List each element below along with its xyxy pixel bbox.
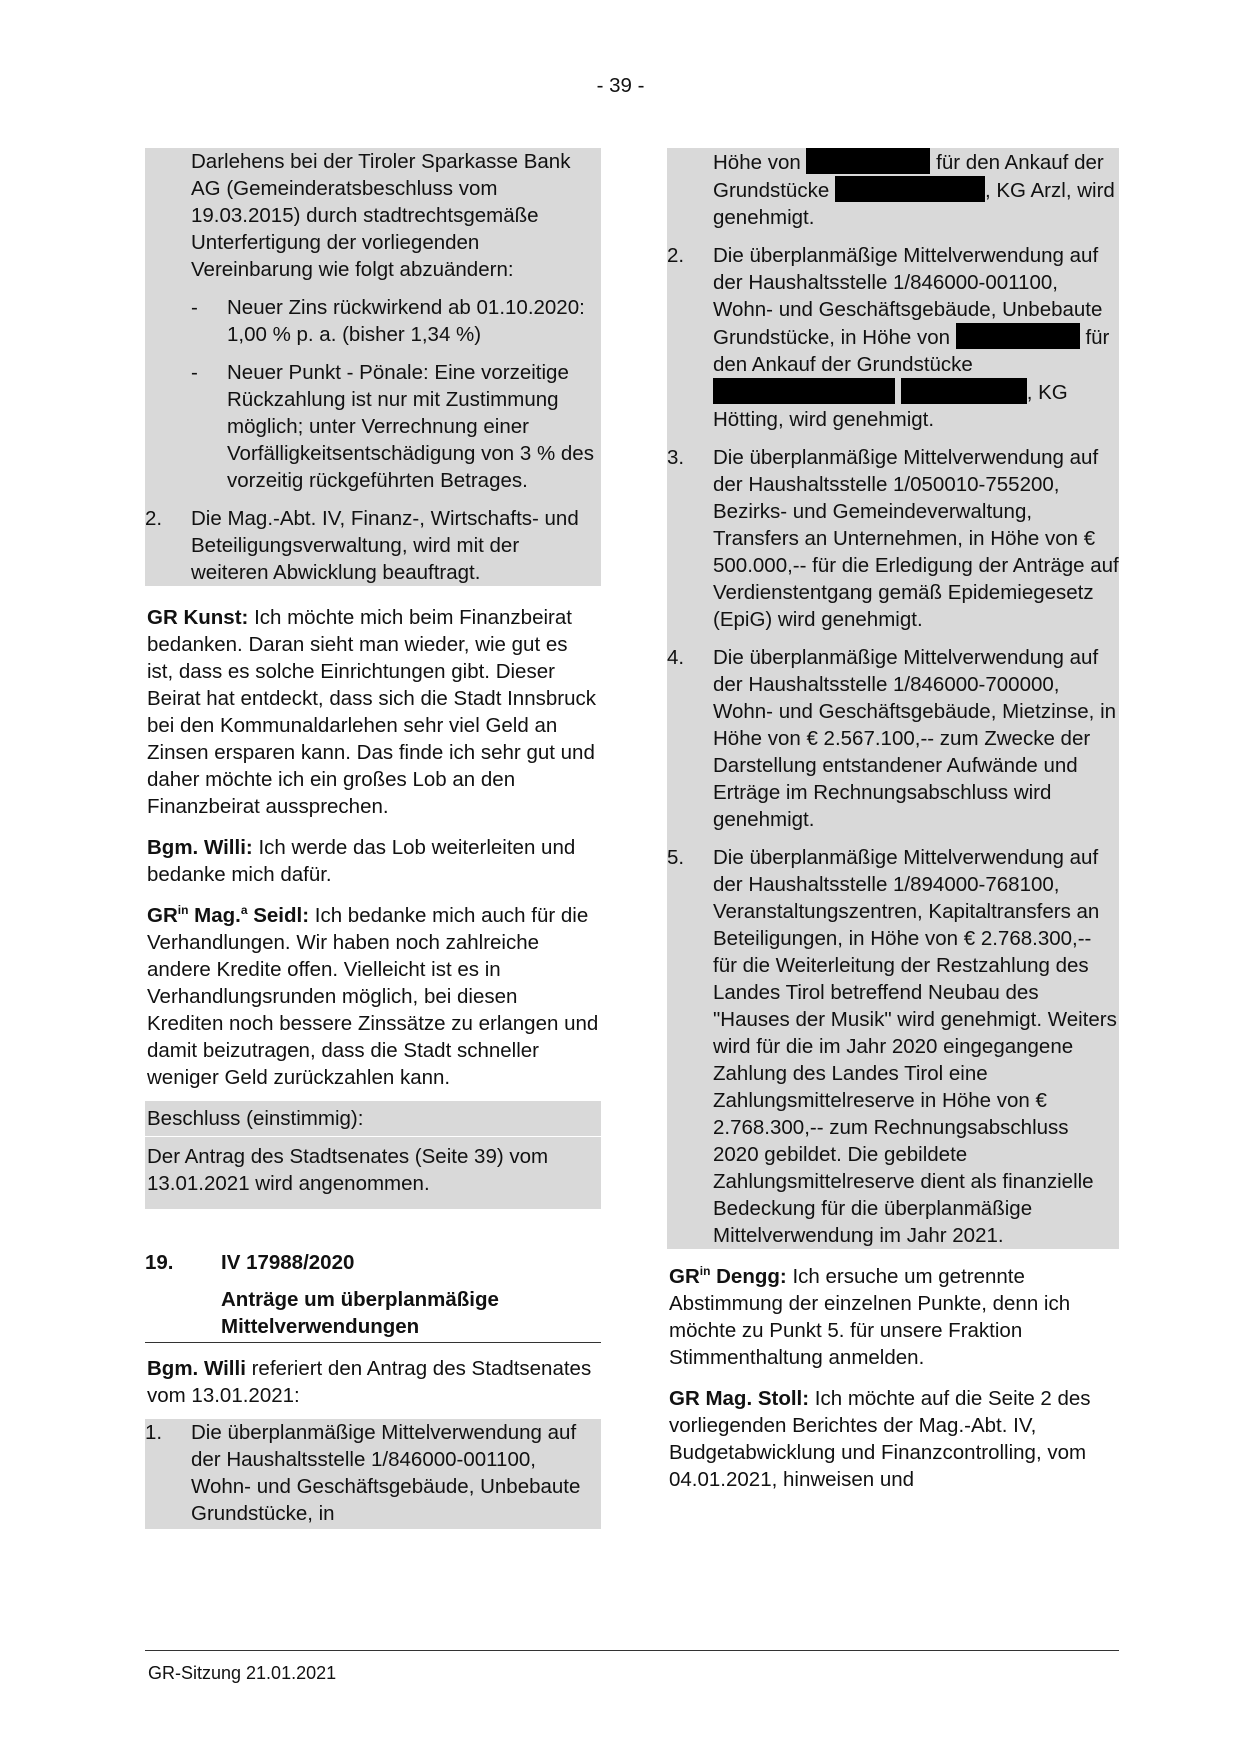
speech-text: Ich bedanke mich auch für die Verhandlungen. Wir haben noch zahlreiche andere Kredite offen. Vielleicht ist es in Verhandlungsrunden möglich, bei diesen Krediten noch bessere Zinssätze zu erlangen und damit beizutragen, dass die Stadt schneller weniger Geld zurückzahlen kann. [147, 904, 599, 1089]
numbered-item: 2. Die Mag.-Abt. IV, Finanz-, Wirtschafts- und Beteiligungsverwaltung, wird mit der weiteren Abwicklung beauftragt. [145, 507, 579, 584]
agenda-number: 19. [145, 1251, 174, 1274]
numbered-item: 5. Die überplanmäßige Mittelverwendung auf der Haushaltsstelle 1/894000-768100, Veranstaltungszentren, Kapitaltransfers an Beteiligungen, in Höhe von € 2.768.300,-- für die Weiterleitung der Restzahlung des Landes Tirol betreffend Neubau des "Hauses der Musik" wird genehmigt. Weiters wird für die im Jahr 2020 eingegangene Zahlung des Landes Tirol eine Zahlungsmittelreserve in Höhe von € 2.768.300,-- zum Rechnungsabschluss 2020 gebildet. Die gebildete Zahlungsmittelreserve dient als finanzielle Bedeckung für die überplanmäßige Mittelverwendung im Jahr 2021. [667, 846, 1117, 1247]
redaction-bar [835, 176, 985, 202]
numbered-item: 2. Die überplanmäßige Mittelverwendung auf der Haushaltsstelle 1/846000-001100, Wohn- und Geschäftsgebäude, Unbebaute Grundstücke, in Höhe von für den Ankauf der Grundstücke , KG Hötting, wird genehmigt. [667, 244, 1110, 431]
speaker-name: $GR^{in}$ Dengg: [669, 1264, 787, 1288]
resolution-text: Der Antrag des Stadtsenates (Seite 39) vom 13.01.2021 wird angenommen. [147, 1145, 549, 1195]
speaker-name: Bgm. Willi [147, 1357, 246, 1380]
redaction-bar [806, 148, 930, 174]
agenda-title: Anträge um überplanmäßige Mittelverwendungen [145, 1276, 601, 1343]
report-intro: Bgm. Willi referiert den Antrag des Stadtsenates vom 13.01.2021: [147, 1357, 592, 1407]
speech-willi [145, 830, 601, 892]
right-column [667, 148, 1119, 1503]
speaker-name: GR Kunst: [147, 606, 249, 629]
list-item-dash: - Neuer Punkt - Pönale: Eine vorzeitige Rückzahlung ist nur mit Zustimmung möglich; unter Verrechnung einer Vorfälligkeitsentschädigung von 3 % des vorzeitig rückgeführten Betrages. [191, 361, 594, 492]
left-column [145, 148, 601, 1529]
speaker-name: Bgm. Willi: [147, 836, 253, 859]
numbered-item: 1. Die überplanmäßige Mittelverwendung auf der Haushaltsstelle 1/846000-001100, Wohn- und Geschäftsgebäude, Unbebaute Grundstücke, in [145, 1421, 581, 1525]
speaker-name: GR Mag. Stoll: [669, 1387, 810, 1410]
speech-seidl [145, 898, 601, 1095]
speech-text: Ich möchte auf die Seite 2 des vorliegenden Berichtes der Mag.-Abt. IV, Budgetabwicklung und Finanzcontrolling, vom 04.01.2021, hinweisen und [669, 1387, 1091, 1491]
speech-text: Ich ersuche um getrennte Abstimmung der einzelnen Punkte, denn ich möchte zu Punkt 5. für unsere Fraktion Stimmenthaltung anmelden. [669, 1265, 1071, 1369]
redaction-bar [956, 323, 1080, 349]
speech-kunst [145, 600, 601, 824]
numbered-item: 3. Die überplanmäßige Mittelverwendung auf der Haushaltsstelle 1/050010-755200, Bezirks- und Gemeindeverwaltung, Transfers an Unternehmen, in Höhe von € 500.000,-- für die Erledigung der Anträge auf Verdienstentgang gemäß Epidemiegesetz (EpiG) wird genehmigt. [667, 446, 1119, 631]
motion-continuation-block [145, 148, 601, 586]
resolution-label: Beschluss (einstimmig): [147, 1107, 364, 1130]
speech-text: Ich werde das Lob weiterleiten und bedanke mich dafür. [147, 836, 576, 886]
page-number: - 39 - [596, 74, 645, 97]
list-item-dash: - Neuer Zins rückwirkend ab 01.10.2020: 1,00 % p. a. (bisher 1,34 %) [191, 296, 585, 346]
redaction-bar [901, 378, 1027, 404]
motion-continuation-block [667, 148, 1119, 1249]
speech-dengg [667, 1259, 1119, 1375]
footer-text: GR-Sitzung 21.01.2021 [148, 1663, 337, 1683]
footer-divider [145, 1650, 1119, 1651]
speaker-name: $GR^{in}$ Mag.$^a$ Seidl: [147, 903, 310, 927]
agenda-reference: IV 17988/2020 [221, 1251, 355, 1274]
resolution-block [145, 1101, 601, 1209]
motion-item-1-continued: Höhe von für den Ankauf der Grundstücke , KG Arzl, wird genehmigt. [667, 148, 1119, 231]
numbered-item: 4. Die überplanmäßige Mittelverwendung auf der Haushaltsstelle 1/846000-700000, Wohn- und Geschäftsgebäude, Mietzinse, in Höhe von € 2.567.100,-- zum Zwecke der Darstellung entstandener Aufwände und Erträge im Rechnungsabschluss wird genehmigt. [667, 646, 1117, 831]
speech-text: Ich möchte mich beim Finanzbeirat bedanken. Daran sieht man wieder, wie gut es ist, dass es solche Einrichtungen gibt. Dieser Beirat hat entdeckt, dass sich die Stadt Innsbruck bei den Kommunaldarlehen sehr viel Geld an Zinsen ersparen kann. Das finde ich sehr gut und daher möchte ich ein großes Lob an den Finanzbeirat aussprechen. [147, 606, 596, 818]
motion-intro-text: Darlehens bei der Tiroler Sparkasse Bank AG (Gemeinderatsbeschluss vom 19.03.2015) durch stadtrechtsgemäße Unterfertigung der vorliegenden Vereinbarung wie folgt abzuändern: [191, 150, 571, 281]
agenda-item-heading [145, 1249, 601, 1276]
speech-stoll [667, 1381, 1119, 1497]
redaction-bar [713, 378, 895, 404]
motion-block [145, 1419, 601, 1529]
